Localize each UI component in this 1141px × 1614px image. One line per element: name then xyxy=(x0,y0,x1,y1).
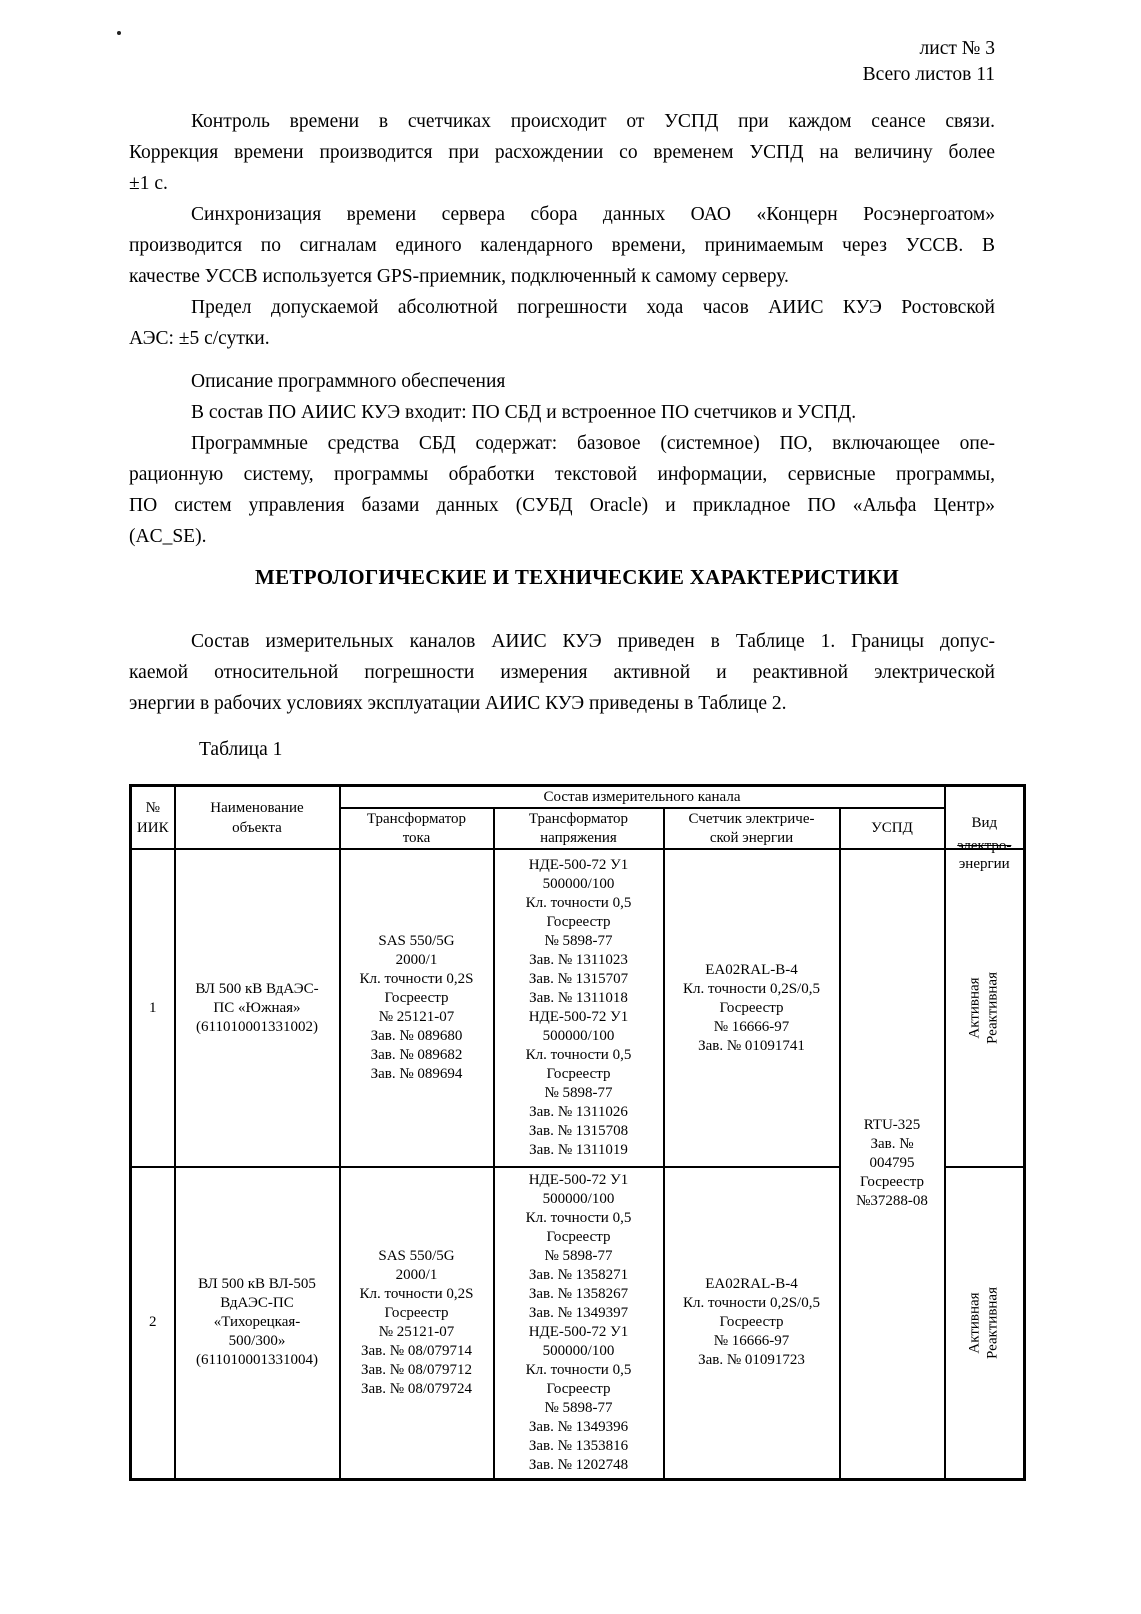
text-line: SAS 550/5G xyxy=(378,1247,455,1264)
measurement-channels-table xyxy=(129,784,1026,1481)
col-header-energy-type xyxy=(945,786,1025,872)
text-line: EA02RAL-B-4 xyxy=(705,961,798,978)
text-line: Госреестр xyxy=(860,1174,924,1191)
text-line: каемой относительной погрешности измерения активной и реактивной электрической xyxy=(129,662,995,683)
text-line: АЭС: ±5 с/сутки. xyxy=(129,328,270,349)
text-line: В состав ПО АИИС КУЭ входит: ПО СБД и встроенное ПО счетчиков и УСПД. xyxy=(191,402,857,423)
text-line: Трансформатор xyxy=(366,810,467,827)
text-line: (611010001331004) xyxy=(196,1352,318,1369)
text-line: № 5898-77 xyxy=(544,1085,613,1101)
text-line: Трансформатор xyxy=(528,810,629,827)
text-line: Синхронизация времени сервера сбора данных ОАО «Концерн Росэнергоатом» xyxy=(191,204,995,225)
text-line: Зав. № 1202748 xyxy=(528,1456,629,1473)
text-line: 500000/100 xyxy=(542,876,615,892)
cell-voltage-transformer xyxy=(494,1167,664,1479)
text-line: НДЕ-500-72 У1 xyxy=(528,1323,629,1340)
text-line: Кл. точности 0,5 xyxy=(525,1209,632,1226)
text-line: рационную систему, программы обработки текстовой информации, сервисные программы, xyxy=(129,464,995,485)
text-line: Госреестр xyxy=(546,1380,611,1397)
text-line: Программные средства СБД содержат: базовое (системное) ПО, включающее опе- xyxy=(191,433,995,454)
text-line: Госреестр xyxy=(719,999,784,1016)
table-container xyxy=(129,784,1141,1481)
text-line: Госреестр xyxy=(546,1066,611,1082)
text-line: ±1 с. xyxy=(129,173,168,194)
text-line: Госреестр xyxy=(546,1228,611,1245)
text-line: «Тихорецкая- xyxy=(213,1314,301,1331)
text-line: RTU-325 xyxy=(863,1117,921,1134)
text-line: Зав. № 1311026 xyxy=(529,1104,628,1120)
text-line: №37288-08 xyxy=(856,1193,928,1210)
text-line: Кл. точности 0,5 xyxy=(525,895,632,911)
text-line: напряжения xyxy=(540,829,617,846)
text-line: Зав. № 01091723 xyxy=(698,1352,805,1369)
text-line: № 16666-97 xyxy=(713,1333,790,1350)
cell-voltage-transformer xyxy=(494,849,664,1167)
text-line: производится по сигналам единого календарного времени, принимаемым через УССВ. В xyxy=(129,235,995,256)
rotated-energy-type xyxy=(967,972,1002,1044)
energy-type-header-word: Вид xyxy=(971,815,998,831)
text-line: № 5898-77 xyxy=(544,933,613,949)
text-line: Контроль времени в счетчиках происходит от УСПД при каждом сеансе связи. xyxy=(191,111,995,132)
text-line: ИИК xyxy=(136,819,169,836)
text-line: Зав. № 1358267 xyxy=(528,1285,629,1302)
paragraph-software-composition xyxy=(129,397,995,428)
text-line: 500000/100 xyxy=(542,1028,615,1044)
paragraph-software-description-title xyxy=(129,366,995,397)
energy-type-header-spill xyxy=(946,837,1024,873)
text-line: Счетчик электриче- xyxy=(688,810,815,827)
text-line: ВдАЭС-ПС xyxy=(220,1295,294,1312)
text-line: SAS 550/5G xyxy=(378,933,455,949)
text-line: № 25121-07 xyxy=(378,1009,455,1025)
table-label: Таблица 1 xyxy=(199,739,283,760)
text-line: ской энергии xyxy=(709,829,794,846)
document-body xyxy=(129,106,995,765)
text-line: Зав. № 089694 xyxy=(370,1066,463,1082)
text-line: Активная xyxy=(966,977,983,1039)
col-header-energy-meter xyxy=(664,808,840,849)
paragraph-clock-error-limit xyxy=(129,292,995,354)
text-line: № 5898-77 xyxy=(544,1399,613,1416)
cell-energy-type xyxy=(945,849,1025,1167)
cell-uspd xyxy=(840,849,945,1479)
text-line: 500000/100 xyxy=(542,1342,615,1359)
rotated-energy-type xyxy=(967,1287,1002,1359)
text-line: Описание программного обеспечения xyxy=(191,371,506,392)
cell-object-name xyxy=(175,849,340,1167)
text-line: Кл. точности 0,5 xyxy=(525,1361,632,1378)
text-line: Состав измерительных каналов АИИС КУЭ приведен в Таблице 1. Границы допус- xyxy=(191,631,995,652)
total-sheets: Всего листов 11 xyxy=(862,64,995,85)
text-line: 004795 xyxy=(869,1155,915,1172)
paragraph-time-sync xyxy=(129,199,995,292)
text-line: Зав. № xyxy=(870,1136,914,1153)
text-line: 2000/1 xyxy=(395,952,438,968)
table-row xyxy=(131,849,1025,1167)
text-line: Зав. № 089682 xyxy=(370,1047,463,1063)
page-meta xyxy=(0,0,995,88)
text-line: Зав. № 1353816 xyxy=(528,1437,629,1454)
cell-current-transformer xyxy=(340,1167,494,1479)
energy-type-header-strike: электро- xyxy=(957,838,1012,854)
text-line: НДЕ-500-72 У1 xyxy=(528,1171,629,1188)
text-line: 500000/100 xyxy=(542,1190,615,1207)
col-header-voltage-transformer xyxy=(494,808,664,849)
text-line: 500/300» xyxy=(228,1333,286,1350)
text-line: Кл. точности 0,2S xyxy=(359,1285,474,1302)
col-header-uspd: УСПД xyxy=(840,808,945,849)
text-line: Зав. № 08/079714 xyxy=(361,1342,472,1359)
text-line: Госреестр xyxy=(719,1314,784,1331)
text-line: Предел допускаемой абсолютной погрешности хода часов АИИС КУЭ Ростовской xyxy=(191,297,995,318)
text-line: EA02RAL-B-4 xyxy=(705,1276,798,1293)
text-line: качестве УССВ используется GPS-приемник, подключенный к самому серверу. xyxy=(129,266,789,287)
text-line: (611010001331002) xyxy=(196,1018,318,1035)
cell-energy-type xyxy=(945,1167,1025,1479)
paragraph-measurement-channels xyxy=(129,626,995,719)
text-line: Зав. № 1349397 xyxy=(528,1304,629,1321)
col-header-object-name xyxy=(175,786,340,850)
text-line: Госреестр xyxy=(384,1304,449,1321)
text-line: НДЕ-500-72 У1 xyxy=(528,857,629,873)
text-line: № 5898-77 xyxy=(544,1247,613,1264)
paragraph-software-tools xyxy=(129,428,995,552)
text-line: Зав. № 1315707 xyxy=(528,971,629,987)
text-line: Зав. № 1311018 xyxy=(529,990,628,1006)
text-line: Зав. № 089680 xyxy=(370,1028,463,1044)
sheet-number: лист № 3 xyxy=(919,38,995,59)
text-line: Зав. № 1311023 xyxy=(529,952,628,968)
text-line: энергии в рабочих условиях эксплуатации АИИС КУЭ приведены в Таблице 2. xyxy=(129,693,787,714)
text-line: Реактивная xyxy=(984,972,1001,1044)
text-line: Наименование xyxy=(210,799,304,816)
text-line: ВЛ 500 кВ ВЛ-505 xyxy=(198,1276,316,1293)
text-line: Активная xyxy=(966,1292,983,1354)
text-line: объекта xyxy=(232,819,282,836)
cell-current-transformer xyxy=(340,849,494,1167)
text-line: Коррекция времени производится при расхождении со временем УСПД на величину более xyxy=(129,142,995,163)
paragraph-time-control xyxy=(129,106,995,199)
text-line: ПС «Южная» xyxy=(213,999,301,1016)
text-line: Зав. № 01091741 xyxy=(698,1037,805,1054)
text-line: (AC_SE). xyxy=(129,526,207,547)
text-line: Кл. точности 0,2S/0,5 xyxy=(683,1295,820,1312)
text-line: Реактивная xyxy=(984,1286,1001,1359)
text-line: Госреестр xyxy=(384,990,449,1006)
col-header-iik-number xyxy=(131,786,175,850)
text-line: ВЛ 500 кВ ВдАЭС- xyxy=(195,980,319,997)
text-line: Зав. № 1311019 xyxy=(529,1142,628,1158)
section-heading: МЕТРОЛОГИЧЕСКИЕ И ТЕХНИЧЕСКИЕ ХАРАКТЕРИСТИКИ xyxy=(254,565,900,589)
text-line: ПО систем управления базами данных (СУБД Oracle) и прикладное ПО «Альфа Центр» xyxy=(129,495,995,516)
cell-iik-number: 2 xyxy=(131,1167,175,1479)
cell-object-name xyxy=(175,1167,340,1479)
scan-artifact-dot xyxy=(117,31,121,35)
text-line: тока xyxy=(402,829,431,846)
text-line: Кл. точности 0,2S/0,5 xyxy=(683,980,820,997)
text-line: Кл. точности 0,2S xyxy=(359,971,474,987)
text-line: Зав. № 1358271 xyxy=(528,1266,629,1283)
text-line: Госреестр xyxy=(546,914,611,930)
text-line: Зав. № 08/079724 xyxy=(361,1380,472,1397)
energy-type-header-line3: энергии xyxy=(958,856,1010,872)
text-line: № 16666-97 xyxy=(713,1018,790,1035)
text-line: Зав. № 1315708 xyxy=(528,1123,629,1139)
cell-energy-meter xyxy=(664,1167,840,1479)
cell-iik-number: 1 xyxy=(131,849,175,1167)
text-line: № xyxy=(145,799,160,816)
col-header-current-transformer xyxy=(340,808,494,849)
text-line: НДЕ-500-72 У1 xyxy=(528,1009,629,1025)
text-line: 2000/1 xyxy=(395,1266,438,1283)
cell-energy-meter xyxy=(664,849,840,1167)
col-header-channel-composition: Состав измерительного канала xyxy=(340,786,945,809)
text-line: Кл. точности 0,5 xyxy=(525,1047,632,1063)
text-line: Зав. № 08/079712 xyxy=(361,1361,472,1378)
text-line: Зав. № 1349396 xyxy=(528,1418,629,1435)
text-line: № 25121-07 xyxy=(378,1323,455,1340)
